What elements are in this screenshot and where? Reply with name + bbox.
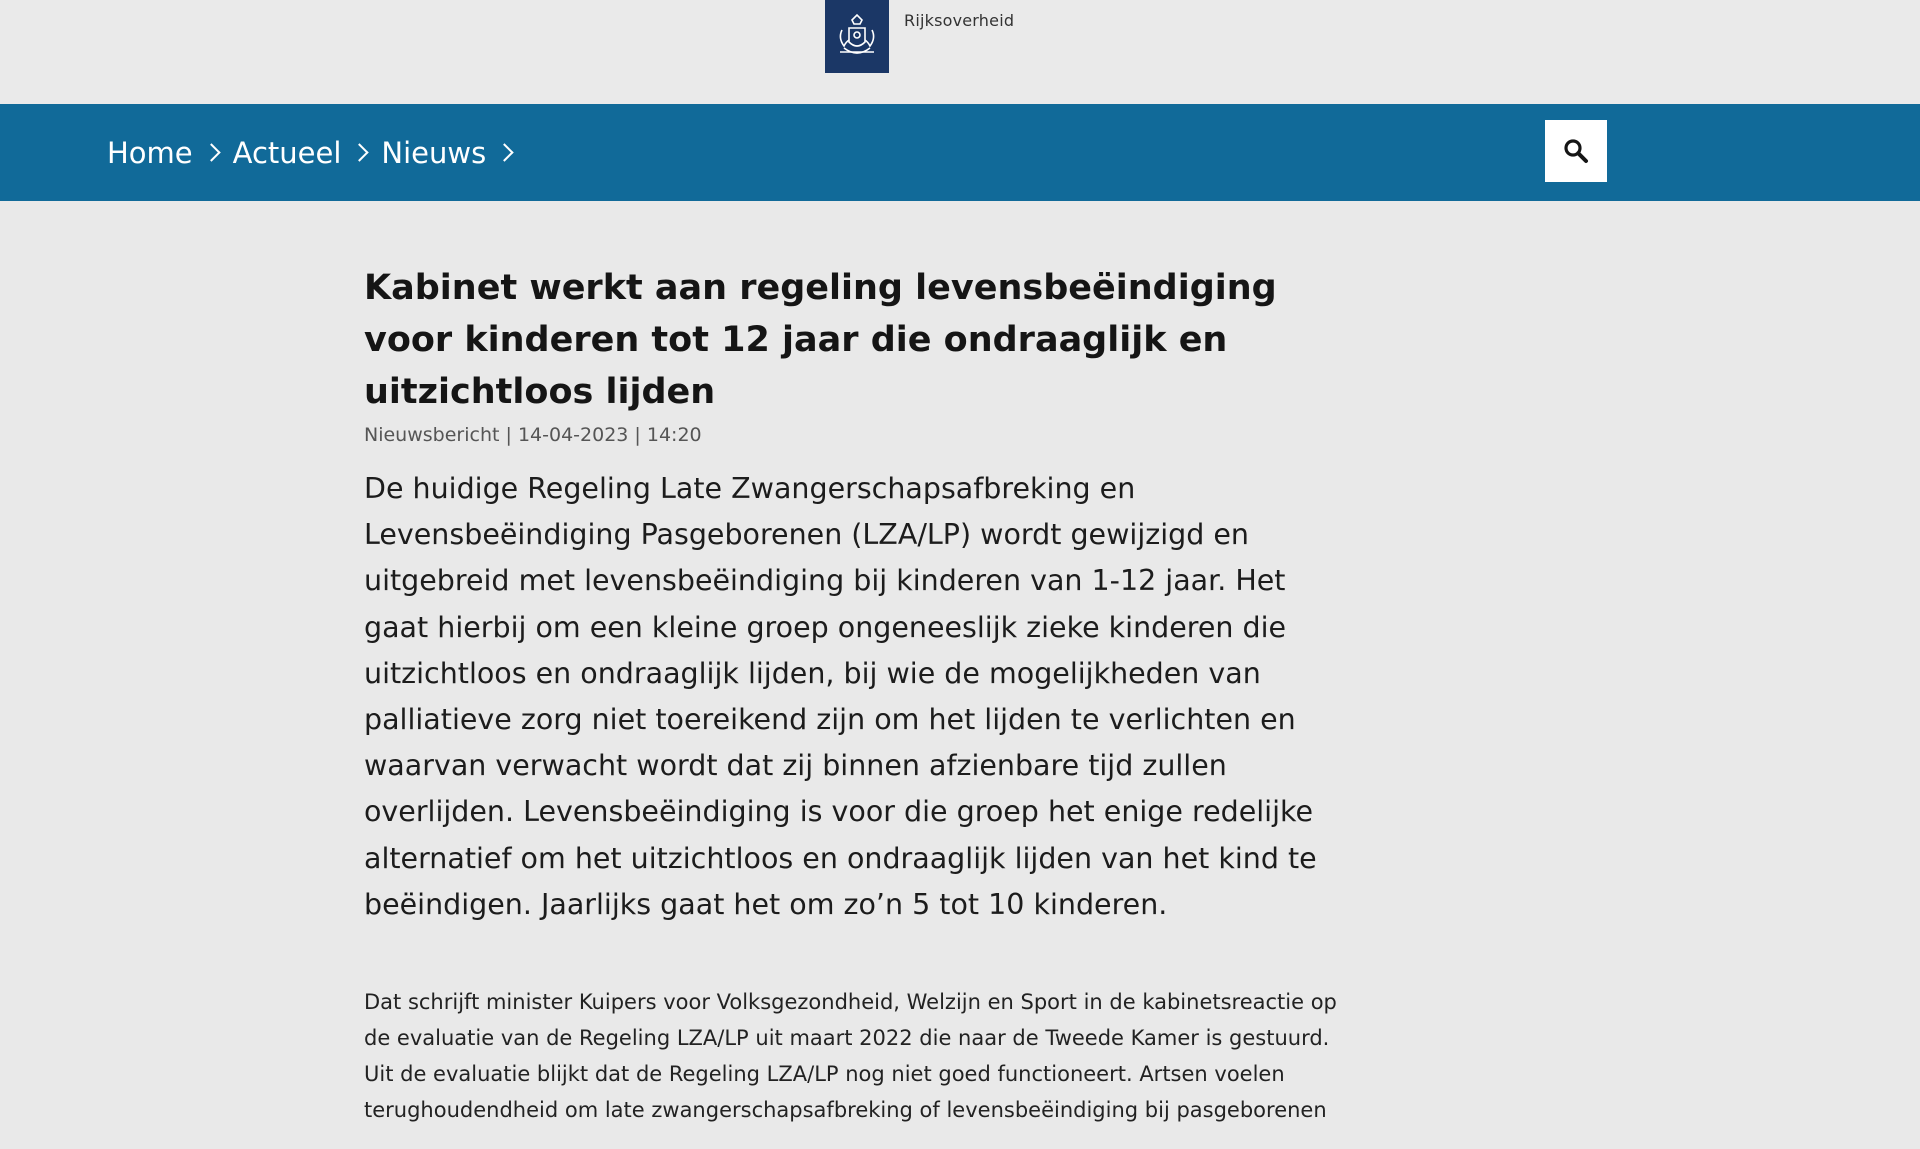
article-time: 14:20	[646, 424, 702, 446]
meta-separator: |	[634, 424, 647, 446]
breadcrumb-home[interactable]: Home	[107, 135, 193, 170]
chevron-right-icon	[496, 143, 514, 161]
search-button[interactable]	[1545, 120, 1607, 182]
article	[364, 262, 1354, 1149]
article-meta	[364, 424, 1354, 446]
coat-of-arms-icon	[832, 12, 882, 62]
breadcrumb-nieuws[interactable]: Nieuws	[381, 135, 487, 170]
rijksoverheid-logo[interactable]	[825, 0, 889, 73]
meta-separator: |	[505, 424, 518, 446]
article-lead: De huidige Regeling Late Zwangerschapsafbreking en Levensbeëindiging Pasgeborenen (LZA/LP) wordt gewijzigd en uitgebreid met levensbeëindiging bij kinderen van 1-12 jaar. Het gaat hierbij om een kleine groep ongeneeslijk zieke kinderen die uitzichtloos en ondraaglijk lijden, bij wie de mogelijkheden van palliatieve zorg niet toereikend zijn om het lijden te verlichten en waarvan verwacht wordt dat zij binnen afzienbare tijd zullen overlijden. Levensbeëindiging is voor die groep het enige redelijke alternatief om het uitzichtloos en ondraaglijk lijden van het kind te beëindigen. Jaarlijks gaat het om zo’n 5 tot 10 kinderen.	[364, 472, 1317, 921]
article-body: Dat schrijft minister Kuipers voor Volksgezondheid, Welzijn en Sport in de kabinetsreactie op de evaluatie van de Regeling LZA/LP uit maart 2022 die naar de Tweede Kamer is gestuurd. Uit de evaluatie blijkt dat de Regeling LZA/LP nog niet goed functioneert. Artsen voelen terughoudendheid om late zwangerschapsafbreking of levensbeëindiging bij pasgeborenen	[364, 990, 1337, 1123]
breadcrumb-actueel[interactable]: Actueel	[232, 135, 342, 170]
logo-label: Rijksoverheid	[904, 11, 1015, 30]
breadcrumb	[107, 104, 526, 201]
chevron-right-icon	[351, 143, 369, 161]
navigation-bar	[0, 104, 1920, 201]
article-type: Nieuwsbericht	[364, 424, 500, 446]
page-title: Kabinet werkt aan regeling levensbeëindiging voor kinderen tot 12 jaar die ondraaglijk en uitzichtloos lijden	[364, 268, 1277, 412]
chevron-right-icon	[202, 143, 220, 161]
site-header	[0, 0, 1920, 104]
search-icon	[1563, 138, 1589, 164]
article-date: 14-04-2023	[517, 424, 629, 446]
